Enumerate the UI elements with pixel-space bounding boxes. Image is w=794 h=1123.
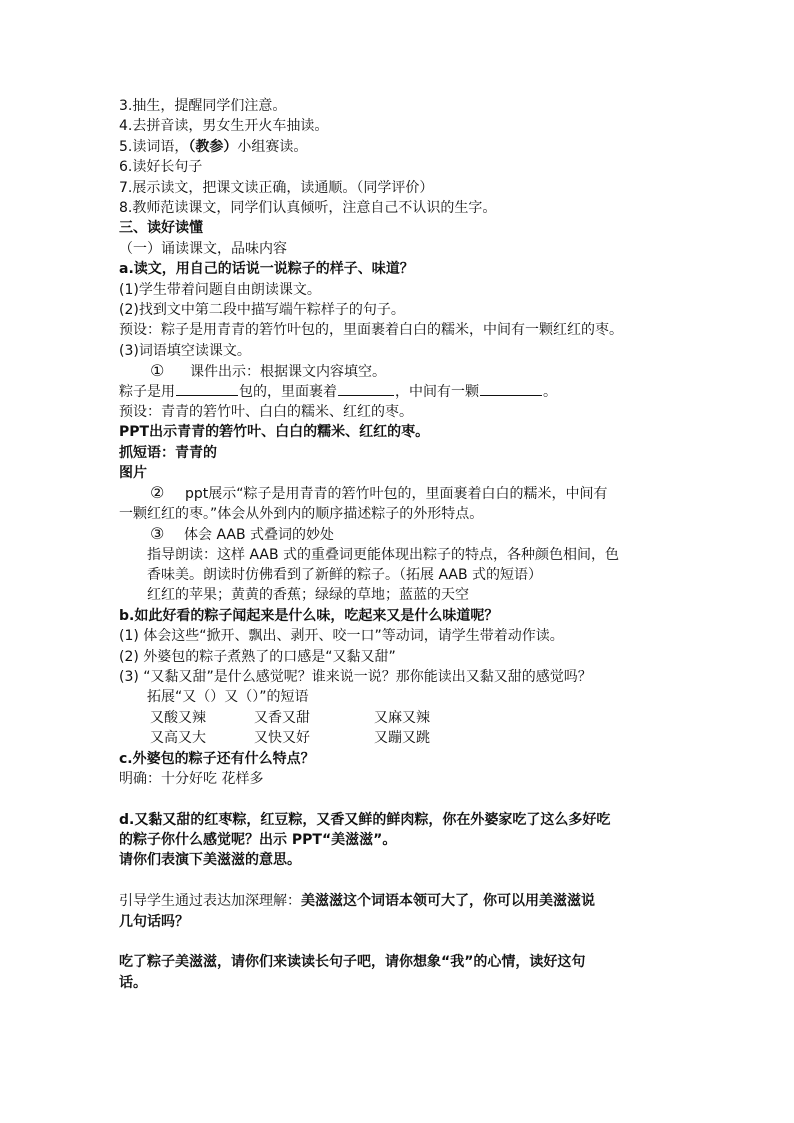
circled-number: ③	[150, 524, 165, 544]
final-line-1: 吃了粽子美滋滋，请你们来读读长句子吧，请你想象“我”的心情，读好这句	[119, 954, 586, 971]
blank-2	[338, 381, 394, 396]
step-4: 4.去拼音读，男女生开火车抽读。	[119, 118, 329, 135]
question-a: a.读文，用自己的话说一说粽子的样子、味道？	[119, 261, 414, 278]
phrase: 又香又甜	[254, 709, 310, 726]
question-a-item-3: (3)词语填空读课文。	[119, 342, 251, 359]
expand-title: 拓展“又（）又（）”的短语	[147, 689, 309, 706]
guide-express-line-2: 几句话吗？	[119, 913, 189, 930]
question-b-item-3: (3) “又黏又甜”是什么感觉呢？谁来说一说？那你能读出又黏又甜的感觉吗？	[119, 668, 592, 685]
step-5	[119, 137, 699, 157]
document-body	[119, 96, 699, 993]
section-title: 三、读好读懂	[119, 220, 203, 237]
spacer	[119, 789, 699, 809]
circled-number: ②	[150, 483, 165, 503]
aab-title-line	[119, 524, 699, 544]
blank-3	[480, 381, 542, 396]
answer-preset: 预设：青青的箬竹叶、白白的糯米、红红的枣。	[119, 403, 413, 420]
question-b-item-1: (1) 体会这些“掀开、飘出、剥开、咬一口”等动词，请学生带着动作读。	[119, 628, 564, 645]
phrase: 又蹦又跳	[374, 730, 430, 747]
ppt-bold-line: PPT出示青青的箬竹叶、白白的糯米、红红的枣。	[119, 424, 430, 441]
question-d-line-1: d.又黏又甜的红枣粽，红豆粽，又香又鲜的鲜肉粽，你在外婆家吃了这么多好吃	[119, 811, 611, 828]
picture-label: 图片	[119, 465, 147, 482]
step-8: 8.教师范读课文，同学们认真倾听，注意自己不认识的生字。	[119, 199, 497, 216]
guide-line-2: 香味美。朗读时仿佛看到了新鲜的粽子。（拓展 AAB 式的短语）	[147, 566, 543, 583]
question-d-line-3: 请你们表演下美滋滋的意思。	[119, 852, 301, 869]
fill-text-1: 粽子是用	[119, 384, 175, 401]
blank-1	[176, 381, 238, 396]
step-7: 7.展示读文，把课文读正确，读通顺。（同学评价）	[119, 179, 434, 196]
ppt-show-line-2: 一颗红红的枣。”体会从外到内的顺序描述粽子的外形特点。	[119, 505, 484, 522]
phrase: 又麻又辣	[374, 709, 430, 726]
phrase: 又快又好	[254, 730, 310, 747]
aab-title-text: 体会 AAB 式叠词的妙处	[184, 527, 335, 544]
question-b: b.如此好看的粽子闻起来是什么味，吃起来又是什么味道呢？	[119, 607, 499, 624]
step-5-text: 5.读词语，	[119, 138, 189, 155]
phrase-row-2	[119, 728, 699, 748]
fill-text-2: 包的，里面裹着	[239, 384, 337, 401]
guide-express-prefix: 引导学生通过表达加深理解：	[119, 893, 301, 910]
spacer	[119, 871, 699, 891]
circled-number: ①	[150, 361, 165, 381]
step-5-tail: 小组赛读。	[237, 138, 308, 155]
phrase: 又高又大	[150, 730, 206, 747]
fill-text-3: ，中间有一颗	[395, 384, 479, 401]
aab-examples: 红红的苹果；黄黄的香蕉；绿绿的草地；蓝蓝的天空	[147, 587, 469, 604]
ppt-show-line	[119, 483, 699, 503]
courseware-text: 课件出示：根据课文内容填空。	[190, 364, 386, 381]
question-a-item-1: (1)学生带着问题自由朗读课文。	[119, 281, 321, 298]
question-b-item-2: (2) 外婆包的粽子煮熟了的口感是“又黏又甜”	[119, 648, 396, 665]
question-c: c.外婆包的粽子还有什么特点？	[119, 750, 315, 767]
question-d-line-2: 的粽子你什么感觉呢？出示 PPT“美滋滋”。	[119, 832, 397, 849]
fill-blank-line	[119, 381, 699, 401]
question-a-preset: 预设：粽子是用青青的箬竹叶包的，里面裹着白白的糯米，中间有一颗红红的枣。	[119, 322, 623, 339]
ppt-show-text: ppt展示“粽子是用青青的箬竹叶包的，里面裹着白白的糯米，中间有	[185, 486, 608, 503]
guide-express-line-1	[119, 891, 699, 911]
spacer	[119, 932, 699, 952]
phrase-row-1	[119, 708, 699, 728]
step-5-bold: （教参）	[188, 138, 238, 155]
step-6: 6.读好长句子	[119, 159, 203, 176]
subsection-title: （一）诵读课文，品味内容	[119, 240, 287, 257]
fill-text-4: 。	[543, 384, 557, 401]
guide-express-bold: 美滋滋这个词语本领可大了，你可以用美滋滋说	[301, 893, 595, 910]
question-c-answer: 明确：十分好吃 花样多	[119, 770, 264, 787]
grab-phrase: 抓短语：青青的	[119, 444, 217, 461]
phrase: 又酸又辣	[150, 709, 206, 726]
question-a-item-2: (2)找到文中第二段中描写端午粽样子的句子。	[119, 301, 405, 318]
courseware-line	[119, 361, 699, 381]
step-3: 3.抽生，提醒同学们注意。	[119, 98, 287, 114]
guide-line-1: 指导朗读：这样 AAB 式的重叠词更能体现出粽子的特点，各种颜色相间，色	[147, 546, 620, 563]
final-line-2: 话。	[119, 974, 147, 991]
